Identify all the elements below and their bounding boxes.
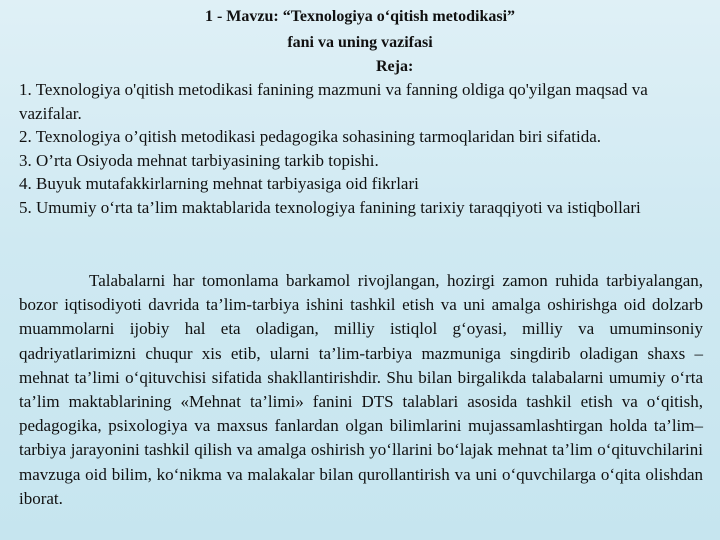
slide-title-line-2: fani va uning vazifasi bbox=[287, 34, 433, 51]
plan-item-1: 1. Texnologiya o'qitish metodikasi fanining mazmuni va fanning oldiga qo'yilgan maqsad va vazifalar. bbox=[19, 80, 648, 123]
plan-item-3: 3. O’rta Osiyoda mehnat tarbiyasining tarkib topishi. bbox=[19, 150, 379, 170]
slide-title-line-1: 1 - Mavzu: “Texnologiya o‘qitish metodikasi” bbox=[204, 8, 516, 25]
body-paragraph: Talabalarni har tomonlama barkamol rivojlangan, hozirgi zamon ruhida tarbiyalangan, bozor iqtisodiyoti davrida ta’lim-tarbiya ishini tashkil etish va uni amalga oshirishga oid dolzarb muammolarni ijobiy hal eta oladigan, milliy istiqlol g‘oyasi, milliy va umuminsoniy qadriyatlarimizni chuqur xis etib, ularni ta’lim-tarbiya mazmuniga singdirib oladigan shaxs – mehnat ta’limi o‘qituvchisi sifatida shakllantirishdir. Shu bilan birgalikda talabalarni umumiy o‘rta ta’lim maktablarining «Mehnat ta’limi» fanini DTS talablari asosida tashkil etish va o‘qitish, pedagogika, psixologiya va maxsus fanlardan olgan bilimlarini mujassamlashtirgan holda ta’lim–tarbiya jarayonini tashkil qilish va amalga oshirish yo‘llarini bo‘lajak mehnat ta’lim o‘qituvchilarini mavzuga oid bilim, ko‘nikma va malakalar bilan qurollantirish va uni o‘quvchilarga o‘qita olishdan iborat. bbox=[19, 271, 703, 508]
plan-item-4: 4. Buyuk mutafakkirlarning mehnat tarbiyasiga oid fikrlari bbox=[19, 174, 419, 193]
plan-heading: Reja: bbox=[376, 58, 414, 75]
plan-list bbox=[19, 78, 709, 219]
plan-item-2: 2. Texnologiya o’qitish metodikasi pedagogika sohasining tarmoqlaridan biri sifatida. bbox=[19, 127, 602, 146]
plan-item-5: 5. Umumiy o‘rta ta’lim maktablarida texnologiya fanining tarixiy taraqqiyoti va istiqbollari bbox=[19, 197, 641, 217]
